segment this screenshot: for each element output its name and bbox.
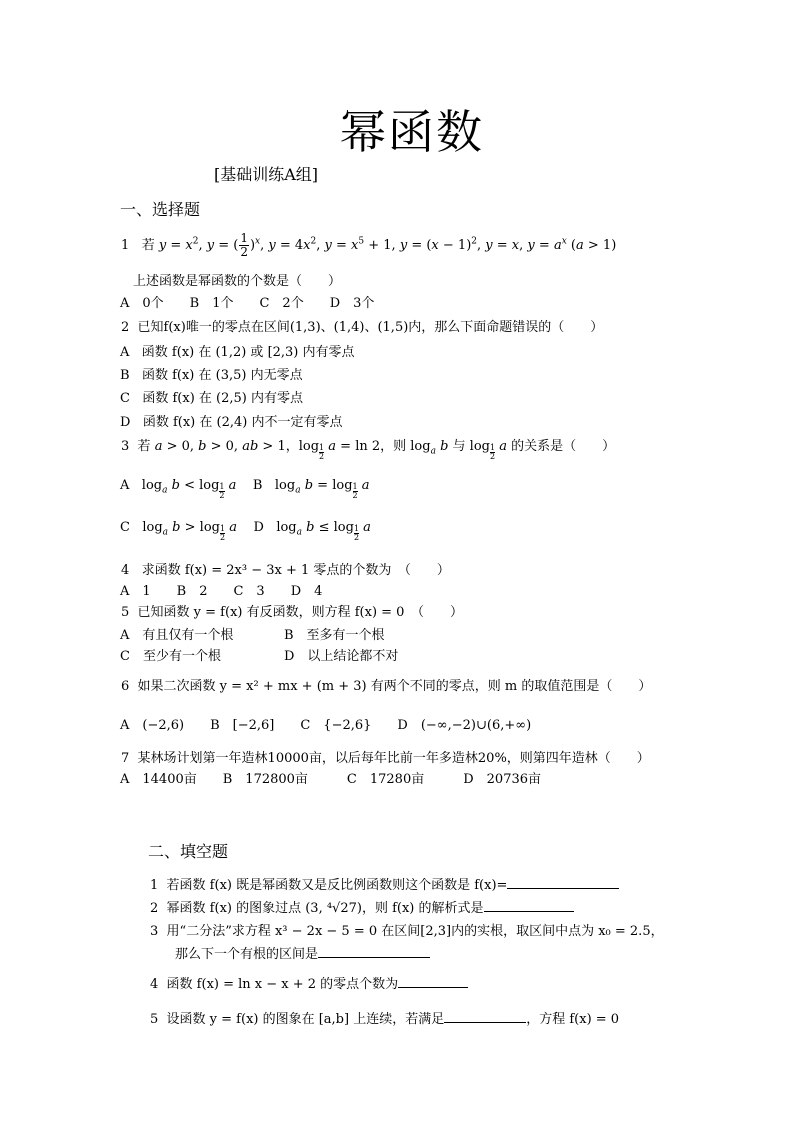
fill-question-4: 4 函数 f(x) = ln x − x + 2 的零点个数为 bbox=[150, 973, 468, 992]
question-prefix: 若 bbox=[141, 238, 155, 253]
question-5-option-a: A 有且仅有一个根 bbox=[120, 628, 234, 643]
question-3: 3 若 a > 0, b > 0, ab > 1，log $\frac{1}{2}$ a = ln 2，则 $\log_a b$ 与 log $\frac{1}{2}$ a 的关系是（ ） bbox=[121, 439, 616, 461]
question-number: 7 bbox=[121, 751, 130, 766]
question-7-stem: 某林场计划第一年造林10000亩，以后每年比前一年多造林20%，则第四年造林（ ） bbox=[137, 751, 650, 766]
question-number: 2 bbox=[121, 320, 130, 335]
question-5-stem: 已知函数 y = f(x) 有反函数，则方程 f(x) = 0 （ ） bbox=[137, 605, 463, 620]
question-5 bbox=[121, 601, 463, 620]
question-number: 4 bbox=[150, 977, 159, 992]
section-heading-fill: 二、填空题 bbox=[148, 842, 229, 861]
question-number: 1 bbox=[150, 878, 159, 893]
fill-question-5: 5 设函数 y = f(x) 的图象在 [a,b] 上连续，若满足 ，方程 f(x) = 0 bbox=[150, 1012, 620, 1027]
answer-blank[interactable] bbox=[398, 975, 468, 988]
question-number: 5 bbox=[121, 605, 130, 620]
page-subtitle: [基础训练A组] bbox=[214, 165, 319, 184]
page-title: 幂函数 bbox=[340, 105, 484, 159]
answer-blank[interactable] bbox=[444, 1010, 526, 1023]
question-2-option-d: D 函数 f(x) 在 (2,4) 内不一定有零点 bbox=[120, 415, 343, 430]
question-2-option-a: A 函数 f(x) 在 (1,2) 或 [2,3) 内有零点 bbox=[120, 345, 355, 360]
question-2-option-b: B 函数 f(x) 在 (3,5) 内无零点 bbox=[120, 368, 303, 383]
question-6 bbox=[121, 675, 651, 694]
question-7 bbox=[121, 747, 650, 766]
question-4 bbox=[121, 559, 450, 578]
question-6-options: A (−2,6) B [−2,6] C {−2,6} D (−∞,−2)∪(6,+∞) bbox=[120, 718, 532, 733]
question-5-option-c: C 至少有一个根 bbox=[120, 649, 221, 664]
question-3-options-cd: C $\log_a b > \log$ $\frac{1}{2}$ a D $\log_a b \le \log$ $\frac{1}{2}$ a bbox=[120, 520, 371, 542]
section-heading-choice: 一、选择题 bbox=[120, 200, 201, 219]
question-number: 6 bbox=[121, 679, 130, 694]
question-2 bbox=[121, 316, 603, 335]
question-1-formula: $y = x^2$, y = ( $\frac{1}{2}$ )$^x$, $y = 4x^2$, $y = x^5 + 1$, $y = (x - 1)^2$, y = x, $y = a^x$ (a > 1) bbox=[158, 231, 617, 259]
question-5-option-d: D 以上结论都不对 bbox=[284, 649, 399, 664]
question-number: 1 bbox=[121, 238, 130, 253]
question-1-options: A 0个 B 1个 C 2个 D 3个 bbox=[120, 296, 375, 311]
answer-blank[interactable] bbox=[507, 876, 619, 889]
question-number: 3 bbox=[150, 924, 159, 939]
question-2-option-c: C 函数 f(x) 在 (2,5) 内有零点 bbox=[120, 391, 303, 406]
fill-question-2: 2 幂函数 f(x) 的图象过点 (3, ⁴√27)，则 f(x) 的解析式是 bbox=[150, 897, 574, 916]
question-1-line2: 上述函数是幂函数的个数是（ ） bbox=[133, 274, 342, 289]
fill-question-3: 3 用“二分法”求方程 x³ − 2x − 5 = 0 在区间[2,3]内的实根，取区间中点为 x₀ = 2.5， bbox=[150, 924, 664, 939]
question-number: 4 bbox=[121, 563, 130, 578]
question-4-options: A 1 B 2 C 3 D 4 bbox=[120, 584, 323, 599]
question-6-stem: 如果二次函数 y = x² + mx + (m + 3) 有两个不同的零点，则 m 的取值范围是（ ） bbox=[137, 679, 652, 694]
question-number: 5 bbox=[150, 1012, 159, 1027]
answer-blank[interactable] bbox=[484, 899, 574, 912]
question-3-options-ab: A $\log_a b < \log$ $\frac{1}{2}$ a B $\log_a b = \log$ $\frac{1}{2}$ a bbox=[120, 478, 370, 500]
fill-question-3-line2: 那么下一个有根的区间是 bbox=[175, 943, 430, 962]
fill-question-1: 1 若函数 f(x) 既是幂函数又是反比例函数则这个函数是 f(x)= bbox=[150, 874, 619, 893]
question-number: 3 bbox=[121, 439, 130, 454]
question-4-stem: 求函数 f(x) = 2x³ − 3x + 1 零点的个数为 （ ） bbox=[141, 563, 450, 578]
answer-blank[interactable] bbox=[318, 945, 430, 958]
question-number: 2 bbox=[150, 901, 159, 916]
question-5-option-b: B 至多有一个根 bbox=[284, 628, 385, 643]
question-2-stem: 已知f(x)唯一的零点在区间(1,3)、(1,4)、(1,5)内，那么下面命题错误的（ ） bbox=[137, 320, 604, 335]
question-1 bbox=[121, 232, 616, 259]
question-7-options: A 14400亩 B 172800亩 C 17280亩 D 20736亩 bbox=[120, 772, 542, 787]
